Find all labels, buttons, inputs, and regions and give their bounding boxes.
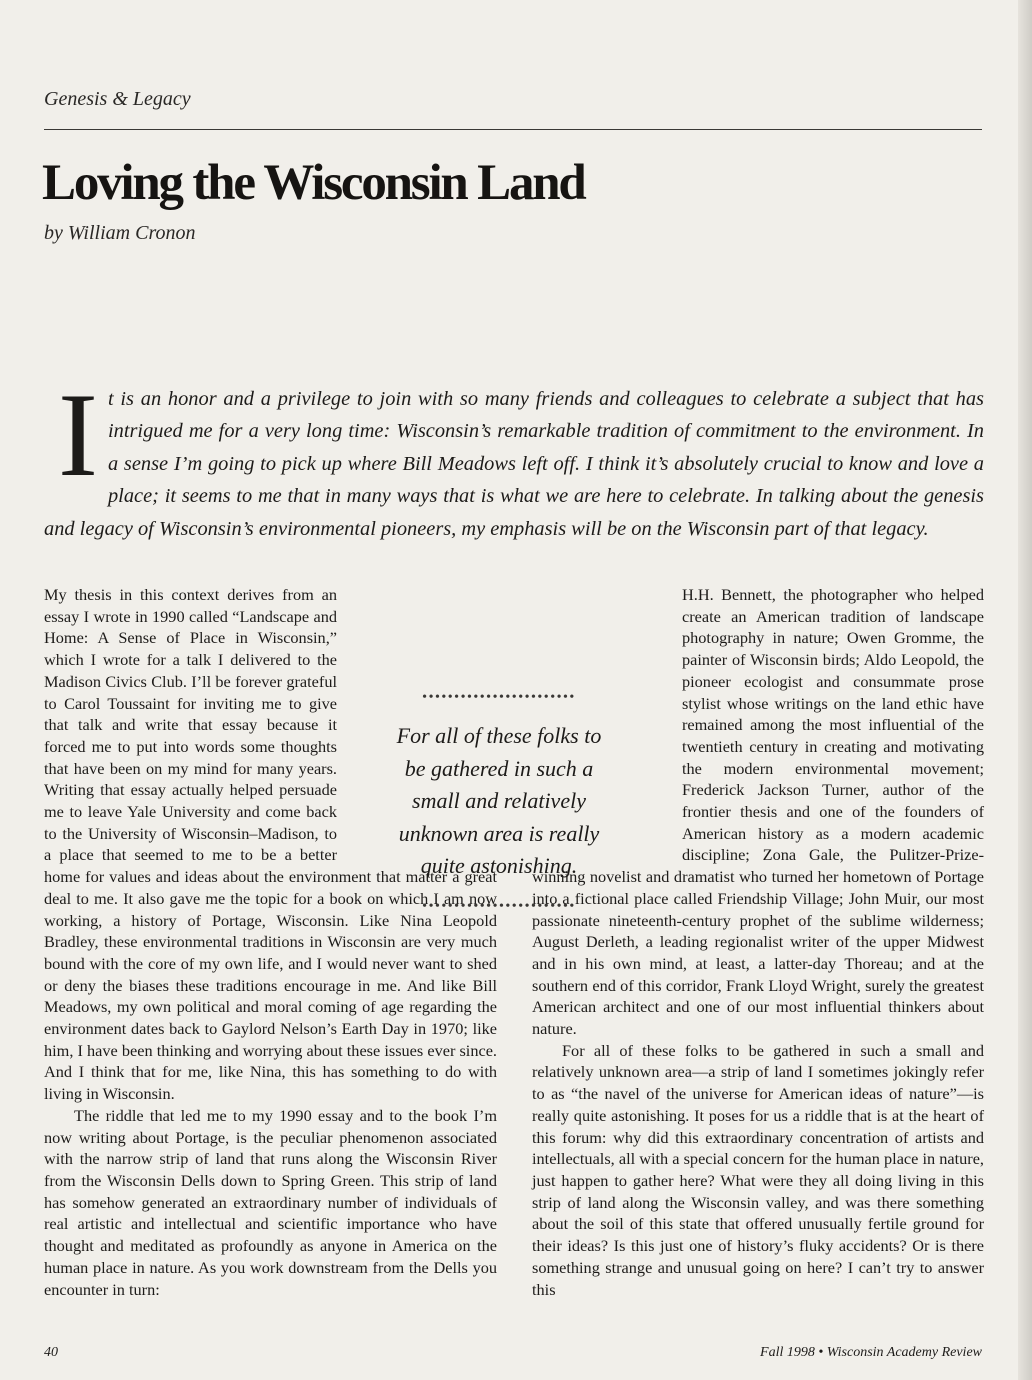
intro-paragraph bbox=[44, 368, 984, 545]
pull-quote-top-divider: •••••••••••••••••••••••• bbox=[422, 690, 576, 705]
header-rule bbox=[44, 129, 982, 130]
intro-text: t is an honor and a privilege to join with so many friends and colleagues to celebrate a subject that has intrigued me for a very long time: Wisconsin’s remarkable tradition of commitment to the environment. In a sense I’m going to pick up where Bill Meadows left off. I think it’s absolutely crucial to know and love a place; it seems to me that in many ways that is what we are here to celebrate. In talking about the genesis and legacy of Wisconsin’s environmental pioneers, my emphasis will be on the Wisconsin part of that legacy. bbox=[44, 388, 984, 540]
article-title: Loving the Wisconsin Land bbox=[42, 155, 585, 211]
pull-quote-bottom-divider: •••••••••••••••••••••••• bbox=[422, 898, 576, 914]
page-edge bbox=[1018, 0, 1032, 1380]
pull-quote bbox=[388, 690, 610, 915]
issue-footer: Fall 1998 • Wisconsin Academy Review bbox=[760, 1345, 982, 1360]
page-number: 40 bbox=[44, 1345, 58, 1360]
pull-quote-text: For all of these folks to be gathered in such a small and relatively unknown area is really quite astonishing. bbox=[396, 723, 602, 879]
body-paragraph: For all of these folks to be gathered in such a small and relatively unknown area—a strip of land I sometimes jokingly refer to as “the navel of the universe for American ideas of nature”—is really quite astonishing. It poses for us a riddle that is at the heart of this forum: why did this extraordinary concentration of artists and intellectuals, all with a special concern for the human place in nature, just happen to gather here? What were they all doing living in this strip of land along the Wisconsin valley, and was there something about the soil of this state that offered unusually fertile ground for their ideas? Is this just one of history’s fluky accidents? Or is there something strange and unusual going on here? I can’t try to answer this bbox=[532, 1040, 984, 1299]
drop-cap: I bbox=[58, 368, 98, 501]
body-paragraph: H.H. Bennett, the photographer who helped create an American tradition of landscape photography in nature; Owen Gromme, the painter of Wisconsin birds; Aldo Leopold, the pioneer ecologist and consummate prose stylist whose writings on the land ethic have remained among the most influential of the twentieth century in creating and motivating the modern environmental movement; Frederick Jackson Turner, author of the frontier thesis and one of the founders of American history as a modern academic discipline; Zona Gale, the Pulitzer-Prize-winning novelist and dramatist who turned her hometown of Portage into a fictional place called Friendship Village; John Muir, our most passionate nineteenth-century prophet of the sublime wilderness; August Derleth, a leading regionalist writer of the upper Midwest and in his own mind, at least, a latter-day Thoreau; and at the southern end of this corridor, Frank Lloyd Wright, surely the greatest American architect and one of our most influential thinkers about nature. bbox=[532, 585, 984, 1039]
body-paragraph: The riddle that led me to my 1990 essay and to the book I’m now writing about Portage, is the peculiar phenomenon associated with the narrow strip of land that runs along the Wisconsin River from the Wisconsin Dells down to Spring Green. This strip of land has somehow generated an extraordinary number of individuals of real artistic and intellectual and scientific importance who have thought and meditated as profoundly as anyone in America on the human place in nature. As you work downstream from the Dells you encounter in turn: bbox=[44, 1105, 497, 1299]
section-label: Genesis & Legacy bbox=[44, 88, 191, 110]
body-paragraph: My thesis in this context derives from an essay I wrote in 1990 called “Landscape and Home: A Sense of Place in Wisconsin,” which I wrote for a talk I delivered to the Madison Civics Club. I’ll be forever grateful to Carol Toussaint for inviting me to give that talk and write that essay because it forced me to put into words some thoughts that have been on my mind for many years. Writing that essay actually helped persuade me to leave Yale University and come back to the University of Wisconsin–Madison, to a place that seemed to me to be a better home for values and ideas about the environment that matter a great deal to me. It also gave me the topic for a book on which I am now working, a history of Portage, Wisconsin. Like Nina Leopold Bradley, these environmental traditions in Wisconsin are very much bound with the core of my own life, and I would never want to shed or deny the biases these traditions encourage in me. And like Bill Meadows, my own political and moral coming of age regarding the environment dates back to Gaylord Nelson’s Earth Day in 1970; like him, I have been thinking and worrying about these issues ever since. And I think that for me, like Nina, this has something to do with living in Wisconsin. bbox=[44, 585, 497, 1104]
article-byline: by William Cronon bbox=[44, 222, 196, 244]
